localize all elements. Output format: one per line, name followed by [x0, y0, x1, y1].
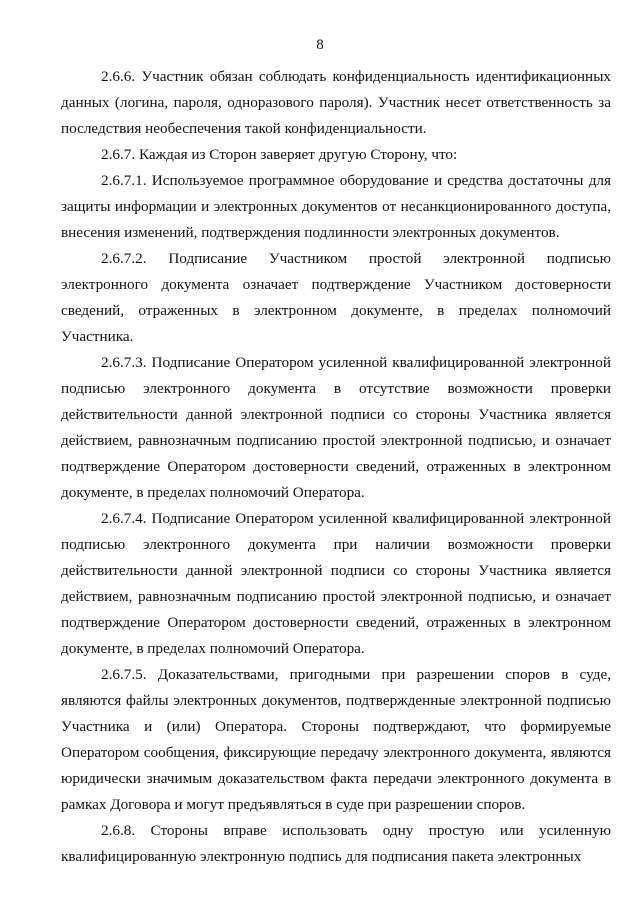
clause-2-6-7-2: 2.6.7.2. Подписание Участником простой электронной подписью электронного документа означает подтверждение Участником достоверности сведений, отраженных в электронном документе, в пределах полномочий Участника.	[61, 250, 611, 345]
clause-2-6-7: 2.6.7. Каждая из Сторон заверяет другую Сторону, что:	[101, 146, 458, 163]
clause-2-6-7-4: 2.6.7.4. Подписание Оператором усиленной квалифицированной электронной подписью электронного документа при наличии возможности проверки действительности данной электронной подписи со стороны Участника является действием, равнозначным подписанию простой электронной подписью, и означает подтверждение Оператором достоверности сведений, отраженных в электронном документе, в пределах полномочий Оператора.	[61, 510, 611, 657]
clause-2-6-7-5: 2.6.7.5. Доказательствами, пригодными при разрешении споров в суде, являются файлы электронных документов, подтвержденные электронной подписью Участника и (или) Оператора. Стороны подтверждают, что формируемые Оператором сообщения, фиксирующие передачу электронного документа, являются юридически значимым доказательством факта передачи электронного документа в рамках Договора и могут предъявляться в суде при разрешении споров.	[61, 666, 611, 813]
clause-2-6-8: 2.6.8. Стороны вправе использовать одну простую или усиленную квалифицированную электронную подпись для подписания пакета электронных	[61, 822, 611, 865]
document-body	[61, 64, 611, 870]
page-number: 8	[316, 37, 324, 53]
clause-2-6-6: 2.6.6. Участник обязан соблюдать конфиденциальность идентификационных данных (логина, пароля, одноразового пароля). Участник несет ответственность за последствия необеспечения такой конфиденциальности.	[61, 68, 611, 137]
clause-2-6-7-3: 2.6.7.3. Подписание Оператором усиленной квалифицированной электронной подписью электронного документа в отсутствие возможности проверки действительности данной электронной подписи со стороны Участника является действием, равнозначным подписанию простой электронной подписью, и означает подтверждение Оператором достоверности сведений, отраженных в электронном документе, в пределах полномочий Оператора.	[61, 354, 611, 501]
clause-2-6-7-1: 2.6.7.1. Используемое программное оборудование и средства достаточны для защиты информации и электронных документов от несанкционированного доступа, внесения изменений, подтверждения подлинности электронных документов.	[61, 172, 611, 241]
